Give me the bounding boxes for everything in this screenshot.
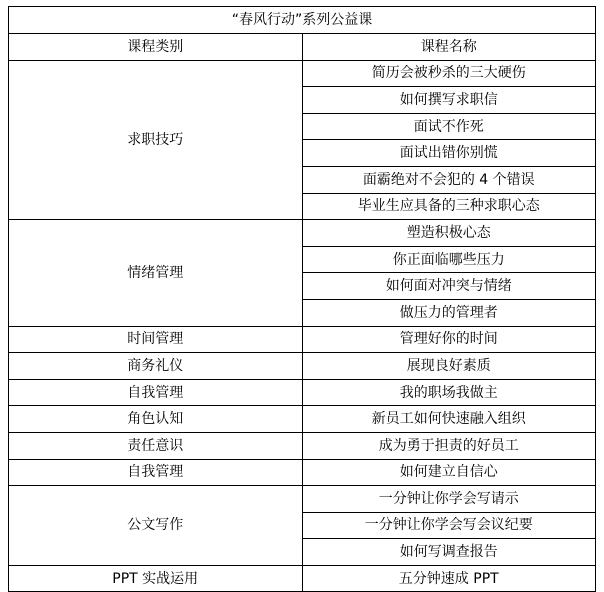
table-row [9, 326, 596, 353]
course-name-cell: 我的职场我做主 [302, 379, 596, 406]
table-title: “春风行动”系列公益课 [9, 7, 596, 34]
category-cell: 责任意识 [9, 432, 303, 459]
course-name-cell: 如何撰写求职信 [302, 87, 596, 114]
course-name-cell: 管理好你的时间 [302, 326, 596, 353]
course-name-cell: 一分钟让你学会写请示 [302, 486, 596, 513]
table-row [9, 220, 596, 247]
category-cell: 自我管理 [9, 379, 303, 406]
category-cell: 自我管理 [9, 459, 303, 486]
header-category: 课程类别 [9, 34, 303, 61]
category-cell: 时间管理 [9, 326, 303, 353]
table-row [9, 353, 596, 380]
category-cell: 公文写作 [9, 486, 303, 566]
course-name-cell: 如何面对冲突与情绪 [302, 273, 596, 300]
course-name-cell: 简历会被秒杀的三大硬伤 [302, 60, 596, 87]
course-table [8, 6, 596, 592]
course-name-cell: 塑造积极心态 [302, 220, 596, 247]
course-name-cell: 面霸绝对不会犯的 4 个错误 [302, 166, 596, 193]
table-row [9, 459, 596, 486]
course-name-cell: 展现良好素质 [302, 353, 596, 380]
table-row [9, 406, 596, 433]
course-name-cell: 面试出错你别慌 [302, 140, 596, 167]
header-course-name: 课程名称 [302, 34, 596, 61]
table-row [9, 432, 596, 459]
table-row [9, 565, 596, 592]
table-body [9, 7, 596, 592]
course-name-cell: 你正面临哪些压力 [302, 246, 596, 273]
table-row [9, 486, 596, 513]
category-cell: PPT 实战运用 [9, 565, 303, 592]
category-cell: 角色认知 [9, 406, 303, 433]
course-name-cell: 一分钟让你学会写会议纪要 [302, 512, 596, 539]
course-name-cell: 做压力的管理者 [302, 299, 596, 326]
course-name-cell: 如何写调查报告 [302, 539, 596, 566]
title-row [9, 7, 596, 34]
category-cell: 求职技巧 [9, 60, 303, 220]
course-name-cell: 新员工如何快速融入组织 [302, 406, 596, 433]
course-name-cell: 面试不作死 [302, 113, 596, 140]
course-name-cell: 毕业生应具备的三种求职心态 [302, 193, 596, 220]
header-row [9, 34, 596, 61]
category-cell: 商务礼仪 [9, 353, 303, 380]
table-row [9, 379, 596, 406]
table-row [9, 60, 596, 87]
course-name-cell: 如何建立自信心 [302, 459, 596, 486]
course-name-cell: 五分钟速成 PPT [302, 565, 596, 592]
course-name-cell: 成为勇于担责的好员工 [302, 432, 596, 459]
category-cell: 情绪管理 [9, 220, 303, 326]
